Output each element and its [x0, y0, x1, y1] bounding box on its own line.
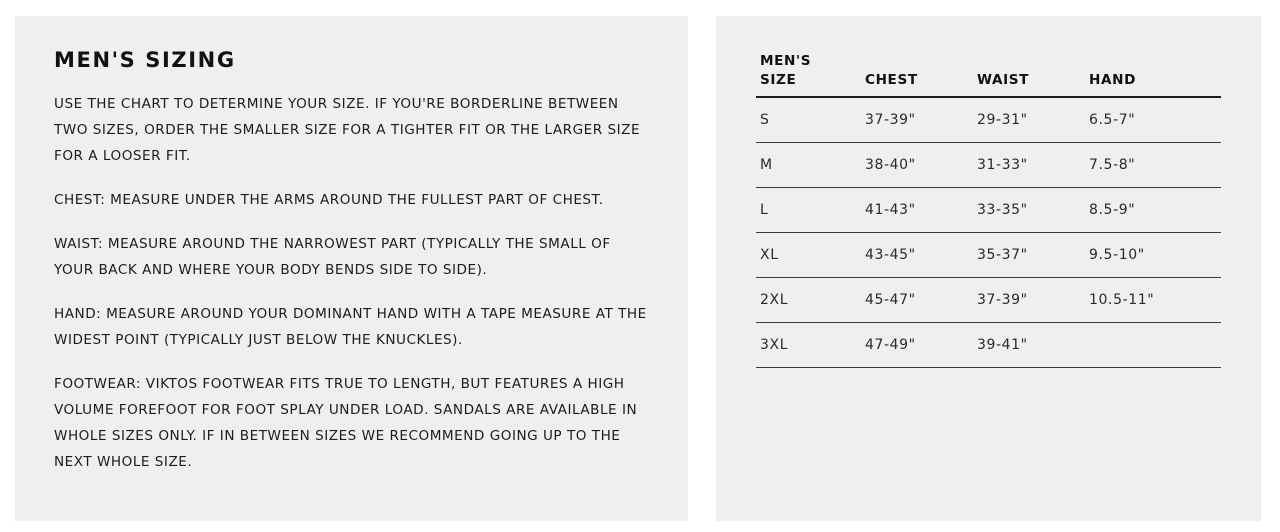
cell-hand: 8.5-9" — [1085, 188, 1221, 233]
cell-waist: 33-35" — [973, 188, 1085, 233]
table-row — [756, 278, 1221, 323]
table-row — [756, 323, 1221, 368]
header-chest: CHEST — [861, 52, 973, 97]
cell-size: M — [756, 143, 861, 188]
hand-text: MEASURE AROUND YOUR DOMINANT HAND WITH A TAPE MEASURE AT THE WIDEST POINT (TYPICALLY JUST BELOW THE KNUCKLES). — [54, 306, 647, 348]
table-header-row — [756, 52, 1221, 97]
size-chart-table — [756, 52, 1221, 368]
cell-chest: 41-43" — [861, 188, 973, 233]
cell-hand: 10.5-11" — [1085, 278, 1221, 323]
header-size — [756, 52, 861, 97]
cell-size: 2XL — [756, 278, 861, 323]
waist-instructions — [54, 231, 650, 283]
cell-size: L — [756, 188, 861, 233]
footwear-instructions — [54, 371, 650, 475]
cell-chest: 45-47" — [861, 278, 973, 323]
table-row — [756, 97, 1221, 143]
table-row — [756, 233, 1221, 278]
header-waist: WAIST — [973, 52, 1085, 97]
header-size-line2: SIZE — [760, 72, 797, 88]
size-chart-panel — [716, 16, 1261, 521]
chest-instructions — [54, 187, 650, 213]
cell-chest: 47-49" — [861, 323, 973, 368]
cell-waist: 31-33" — [973, 143, 1085, 188]
intro-paragraph: USE THE CHART TO DETERMINE YOUR SIZE. IF YOU'RE BORDERLINE BETWEEN TWO SIZES, ORDER THE SMALLER SIZE FOR A TIGHTER FIT OR THE LARGER SIZE FOR A LOOSER FIT. — [54, 96, 641, 164]
footwear-label: FOOTWEAR: — [54, 376, 141, 392]
cell-waist: 39-41" — [973, 323, 1085, 368]
cell-waist: 35-37" — [973, 233, 1085, 278]
cell-chest: 43-45" — [861, 233, 973, 278]
cell-chest: 38-40" — [861, 143, 973, 188]
header-hand: HAND — [1085, 52, 1221, 97]
cell-size: XL — [756, 233, 861, 278]
waist-label: WAIST: — [54, 236, 104, 252]
waist-text: MEASURE AROUND THE NARROWEST PART (TYPICALLY THE SMALL OF YOUR BACK AND WHERE YOUR BODY BENDS SIDE TO SIDE). — [54, 236, 611, 278]
sizing-guide-panel — [15, 16, 688, 521]
cell-hand: 7.5-8" — [1085, 143, 1221, 188]
table-row — [756, 188, 1221, 233]
hand-instructions — [54, 301, 650, 353]
cell-chest: 37-39" — [861, 97, 973, 143]
header-size-line1: MEN'S — [760, 53, 812, 69]
chest-text: MEASURE UNDER THE ARMS AROUND THE FULLEST PART OF CHEST. — [110, 192, 604, 208]
cell-size: S — [756, 97, 861, 143]
cell-hand: 9.5-10" — [1085, 233, 1221, 278]
cell-size: 3XL — [756, 323, 861, 368]
cell-hand: 6.5-7" — [1085, 97, 1221, 143]
page-title: MEN'S SIZING — [54, 48, 236, 72]
footwear-text: VIKTOS FOOTWEAR FITS TRUE TO LENGTH, BUT FEATURES A HIGH VOLUME FOREFOOT FOR FOOT SPLAY UNDER LOAD. SANDALS ARE AVAILABLE IN WHOLE SIZES ONLY. IF IN BETWEEN SIZES WE RECOMMEND GOING UP TO THE NEXT WHOLE SIZE. — [54, 376, 638, 470]
hand-label: HAND: — [54, 306, 102, 322]
cell-waist: 37-39" — [973, 278, 1085, 323]
cell-hand — [1085, 323, 1221, 368]
table-row — [756, 143, 1221, 188]
cell-waist: 29-31" — [973, 97, 1085, 143]
chest-label: CHEST: — [54, 192, 106, 208]
